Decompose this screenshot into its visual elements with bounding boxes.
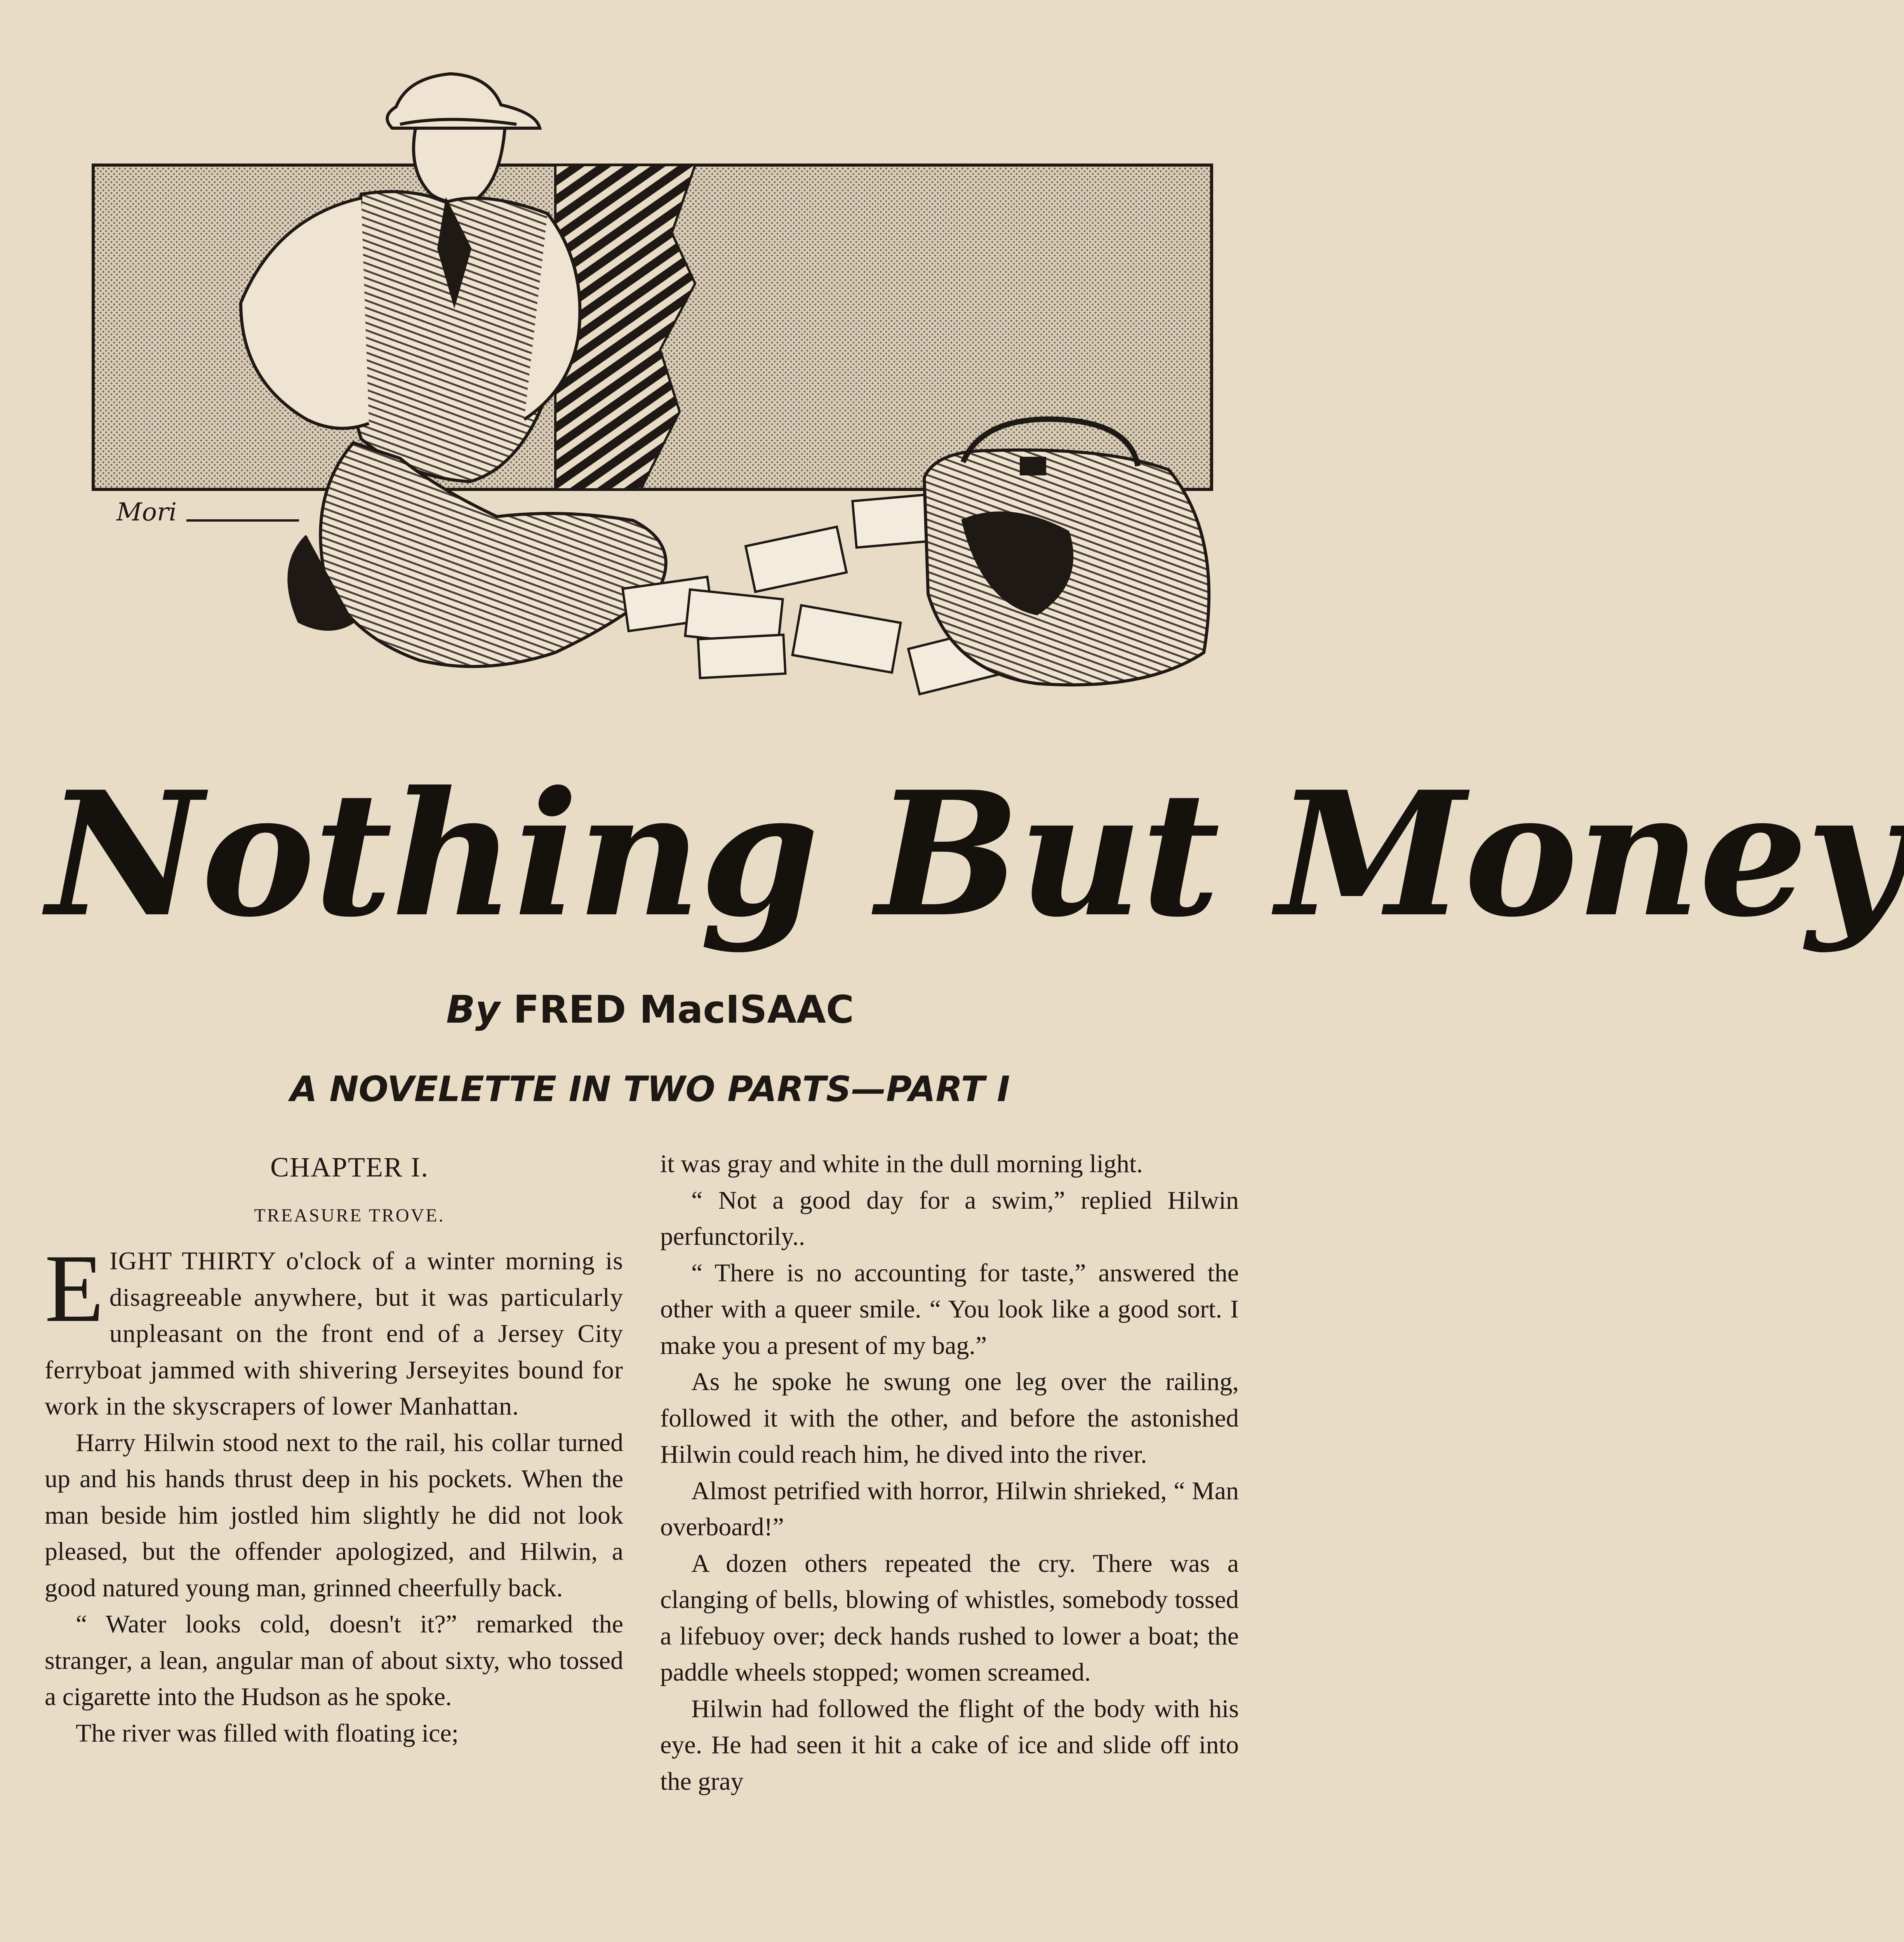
paragraph: “ Not a good day for a swim,” replied Hilwin perfunctorily.. (660, 1186, 1239, 1251)
text-column-left (45, 1146, 623, 1942)
text-column-right (660, 1146, 1239, 1942)
paragraph: Hilwin had followed the flight of the body with his eye. He had seen it hit a cake of ice and slide off into the gray (660, 1694, 1239, 1796)
paragraph: “ There is no accounting for taste,” answered the other with a queer smile. “ You look like a good sort. I make you a present of my bag.” (660, 1258, 1239, 1360)
story-subtitle: A NOVELETTE IN TWO PARTS—PART I (290, 1069, 1010, 1110)
paragraph: Almost petrified with horror, Hilwin shrieked, “ Man overboard!” (660, 1476, 1239, 1541)
chapter-title: TREASURE TROVE. (254, 1205, 445, 1226)
artist-signature: Mori (117, 498, 177, 527)
paragraph: As he spoke he swung one leg over the railing, followed it with the other, and before the astonished Hilwin could reach him, he dived into the river. (660, 1368, 1239, 1469)
paragraph-continuation: it was gray and white in the dull morning light. (660, 1150, 1143, 1178)
paragraph: “ Water looks cold, doesn't it?” remarked the stranger, a lean, angular man of about sixty, who tossed a cigarette into the Hudson as he spoke. (45, 1610, 623, 1711)
first-paragraph (45, 1235, 623, 1425)
byline (0, 983, 1300, 1037)
drop-cap: E (45, 1235, 104, 1342)
chapter-heading: CHAPTER I. (270, 1152, 429, 1183)
story-title: Nothing But Money (47, 754, 1904, 955)
byline-author: FRED MacISAAC (513, 988, 854, 1032)
story-illustration (58, 31, 1223, 722)
first-paragraph-text: IGHT THIRTY o'clock of a winter morning is disagreeable anywhere, but it was particularly unpleasant on the front end of a Jersey City ferryboat jammed with shivering Jerseyites bound for work in the skyscrapers of lower Manhattan. (45, 1247, 623, 1420)
paragraph: The river was filled with floating ice; (76, 1719, 459, 1747)
paragraph: Harry Hilwin stood next to the rail, his collar turned up and his hands thrust deep in his pockets. When the man beside him jostled him slightly he did not look pleased, but the offender apologized, and Hilwin, a good natured young man, grinned cheerfully back. (45, 1428, 623, 1602)
paragraph: A dozen others repeated the cry. There was a clanging of bells, blowing of whistles, somebody tossed a lifebuoy over; deck hands rushed to lower a boat; the paddle wheels stopped; women screamed. (660, 1549, 1239, 1686)
byline-by: By (446, 988, 500, 1032)
